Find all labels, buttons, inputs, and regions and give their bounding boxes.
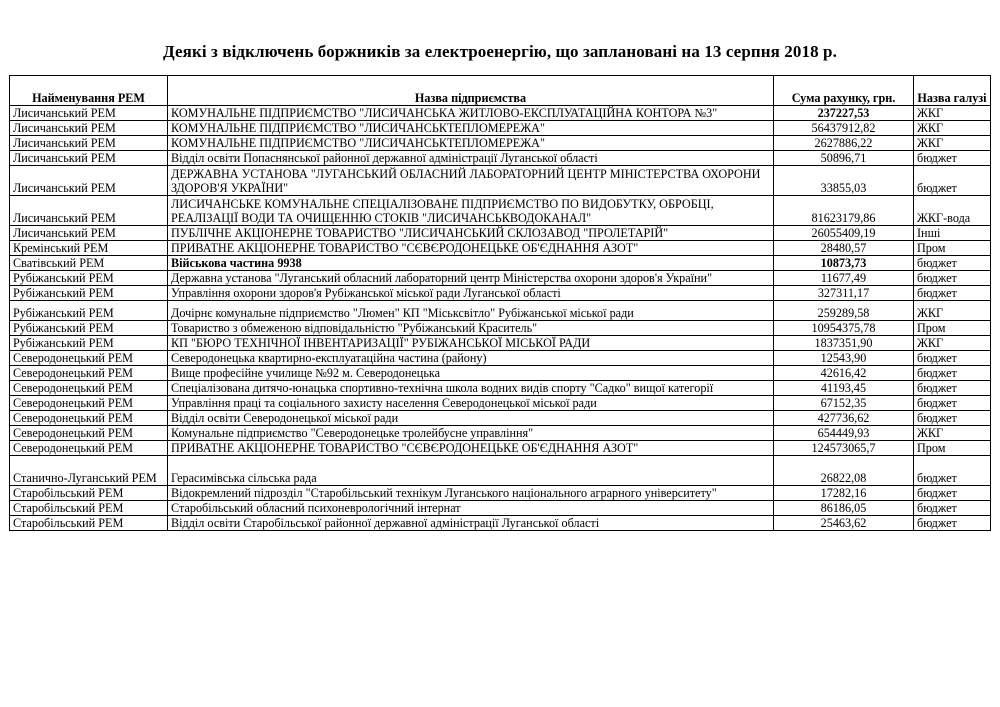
sum-cell: 1837351,90 [774,336,914,351]
org-cell: КОМУНАЛЬНЕ ПІДПРИЄМСТВО "ЛИСИЧАНСЬКТЕПЛОМЕРЕЖА" [168,121,774,136]
table-row [10,396,991,411]
org-cell: Комунальне підприємство "Северодонецьке тролейбусне управління" [168,426,774,441]
table-row [10,256,991,271]
rem-cell: Лисичанський РЕМ [10,121,168,136]
sum-cell: 259289,58 [774,301,914,321]
header-industry: Назва галузі [914,76,991,106]
org-cell: ЛИСИЧАНСЬКЕ КОМУНАЛЬНЕ СПЕЦІАЛІЗОВАНЕ ПІДПРИЄМСТВО ПО ВИДОБУТКУ, ОБРОБЦІ, РЕАЛІЗАЦІЇ ВОДИ ТА ОЧИЩЕННЮ СТОКІВ "ЛИСИЧАНСЬКВОДОКАНАЛ" [168,196,774,226]
sum-cell: 12543,90 [774,351,914,366]
industry-cell: бюджет [914,516,991,531]
sum-cell: 11677,49 [774,271,914,286]
table-row [10,366,991,381]
sum-cell: 42616,42 [774,366,914,381]
debtors-table [9,75,991,531]
table-row [10,321,991,336]
sum-cell: 10954375,78 [774,321,914,336]
sum-cell: 28480,57 [774,241,914,256]
sum-cell: 26055409,19 [774,226,914,241]
org-cell: Спеціалізована дитячо-юнацька спортивно-технічна школа водних видів спорту "Садко" вищої категорії [168,381,774,396]
industry-cell: ЖКГ [914,121,991,136]
sum-cell: 50896,71 [774,151,914,166]
org-cell: Державна установа "Луганський обласний лабораторний центр Міністерства охорони здоров'я України" [168,271,774,286]
sum-cell: 10873,73 [774,256,914,271]
table-row [10,336,991,351]
rem-cell: Лисичанський РЕМ [10,226,168,241]
rem-cell: Рубіжанський РЕМ [10,301,168,321]
table-row [10,456,991,486]
table-header-row [10,76,991,106]
sum-cell: 237227,53 [774,106,914,121]
org-cell: Відділ освіти Попаснянської районної державної адміністрації Луганської області [168,151,774,166]
industry-cell: бюджет [914,381,991,396]
org-cell: Вище професійне училище №92 м. Северодонецька [168,366,774,381]
industry-cell: Інші [914,226,991,241]
industry-cell: бюджет [914,166,991,196]
industry-cell: бюджет [914,151,991,166]
sum-cell: 654449,93 [774,426,914,441]
org-cell: Військова частина 9938 [168,256,774,271]
org-cell: КП "БЮРО ТЕХНІЧНОЇ ІНВЕНТАРИЗАЦІЇ" РУБІЖАНСЬКОЇ МІСЬКОЇ РАДИ [168,336,774,351]
industry-cell: бюджет [914,351,991,366]
industry-cell: бюджет [914,366,991,381]
industry-cell: бюджет [914,411,991,426]
rem-cell: Сватівський РЕМ [10,256,168,271]
rem-cell: Старобільський РЕМ [10,516,168,531]
industry-cell: Пром [914,241,991,256]
industry-cell: Пром [914,321,991,336]
table-row [10,136,991,151]
org-cell: Северодонецька квартирно-експлуатаційна частина (району) [168,351,774,366]
table-row [10,441,991,456]
sum-cell: 41193,45 [774,381,914,396]
rem-cell: Северодонецький РЕМ [10,441,168,456]
table-row [10,501,991,516]
org-cell: ПРИВАТНЕ АКЦІОНЕРНЕ ТОВАРИСТВО "СЄВЄРОДОНЕЦЬКЕ ОБ'ЄДНАННЯ АЗОТ" [168,241,774,256]
table-row [10,426,991,441]
table-row [10,381,991,396]
sum-cell: 86186,05 [774,501,914,516]
rem-cell: Северодонецький РЕМ [10,411,168,426]
rem-cell: Старобільський РЕМ [10,486,168,501]
rem-cell: Лисичанський РЕМ [10,106,168,121]
industry-cell: бюджет [914,501,991,516]
sum-cell: 427736,62 [774,411,914,426]
industry-cell: бюджет [914,486,991,501]
sum-cell: 124573065,7 [774,441,914,456]
org-cell: ДЕРЖАВНА УСТАНОВА "ЛУГАНСЬКИЙ ОБЛАСНИЙ ЛАБОРАТОРНИЙ ЦЕНТР МІНІСТЕРСТВА ОХОРОНИ ЗДОРОВ'Я УКРАЇНИ" [168,166,774,196]
table-row [10,241,991,256]
table-row [10,226,991,241]
rem-cell: Кремінський РЕМ [10,241,168,256]
sum-cell: 327311,17 [774,286,914,301]
org-cell: ПРИВАТНЕ АКЦІОНЕРНЕ ТОВАРИСТВО "СЄВЄРОДОНЕЦЬКЕ ОБ'ЄДНАННЯ АЗОТ" [168,441,774,456]
industry-cell: бюджет [914,286,991,301]
industry-cell: бюджет [914,396,991,411]
sum-cell: 81623179,86 [774,196,914,226]
rem-cell: Станично-Луганський РЕМ [10,456,168,486]
org-cell: Старобільський обласний психоневрологічний інтернат [168,501,774,516]
table-body [10,106,991,531]
industry-cell: бюджет [914,271,991,286]
sum-cell: 17282,16 [774,486,914,501]
table-row [10,516,991,531]
table-row [10,166,991,196]
industry-cell: Пром [914,441,991,456]
header-org: Назва підприємства [168,76,774,106]
industry-cell: ЖКГ [914,426,991,441]
rem-cell: Лисичанський РЕМ [10,136,168,151]
industry-cell: ЖКГ-вода [914,196,991,226]
org-cell: Відділ освіти Старобільської районної державної адміністрації Луганської області [168,516,774,531]
rem-cell: Северодонецький РЕМ [10,396,168,411]
table-row [10,301,991,321]
table-row [10,286,991,301]
rem-cell: Рубіжанський РЕМ [10,336,168,351]
header-sum: Сума рахунку, грн. [774,76,914,106]
industry-cell: ЖКГ [914,136,991,151]
sum-cell: 25463,62 [774,516,914,531]
rem-cell: Северодонецький РЕМ [10,351,168,366]
table-row [10,486,991,501]
sum-cell: 33855,03 [774,166,914,196]
sum-cell: 2627886,22 [774,136,914,151]
table-row [10,411,991,426]
table-row [10,351,991,366]
page-title: Деякі з відключень боржників за електроенергію, що заплановані на 13 серпня 2018 р. [163,42,837,61]
org-cell: Відокремлений підрозділ "Старобільський технікум Луганського національного аграрного університету" [168,486,774,501]
org-cell: Відділ освіти Северодонецької міської ради [168,411,774,426]
org-cell: КОМУНАЛЬНЕ ПІДПРИЄМСТВО "ЛИСИЧАНСЬКА ЖИТЛОВО-ЕКСПЛУАТАЦІЙНА КОНТОРА №3" [168,106,774,121]
rem-cell: Лисичанський РЕМ [10,196,168,226]
rem-cell: Лисичанський РЕМ [10,166,168,196]
rem-cell: Лисичанський РЕМ [10,151,168,166]
org-cell: ПУБЛІЧНЕ АКЦІОНЕРНЕ ТОВАРИСТВО "ЛИСИЧАНСЬКИЙ СКЛОЗАВОД "ПРОЛЕТАРІЙ" [168,226,774,241]
rem-cell: Северодонецький РЕМ [10,381,168,396]
industry-cell: бюджет [914,256,991,271]
org-cell: Управління праці та соціального захисту населення Северодонецької міської ради [168,396,774,411]
industry-cell: ЖКГ [914,336,991,351]
org-cell: Управління охорони здоров'я Рубіжанської міської ради Луганської області [168,286,774,301]
industry-cell: ЖКГ [914,301,991,321]
rem-cell: Северодонецький РЕМ [10,426,168,441]
header-rem: Найменування РЕМ [10,76,168,106]
table-row [10,151,991,166]
rem-cell: Северодонецький РЕМ [10,366,168,381]
rem-cell: Рубіжанський РЕМ [10,321,168,336]
sum-cell: 56437912,82 [774,121,914,136]
org-cell: КОМУНАЛЬНЕ ПІДПРИЄМСТВО "ЛИСИЧАНСЬКТЕПЛОМЕРЕЖА" [168,136,774,151]
table-row [10,106,991,121]
industry-cell: бюджет [914,456,991,486]
rem-cell: Рубіжанський РЕМ [10,286,168,301]
org-cell: Дочірнє комунальне підприємство "Люмен" КП "Міськсвітло" Рубіжанської міської ради [168,301,774,321]
org-cell: Товариство з обмеженою відповідальністю "Рубіжанський Краситель" [168,321,774,336]
org-cell: Герасимівська сільська рада [168,456,774,486]
table-row [10,196,991,226]
rem-cell: Рубіжанський РЕМ [10,271,168,286]
sum-cell: 67152,35 [774,396,914,411]
table-row [10,271,991,286]
sum-cell: 26822,08 [774,456,914,486]
industry-cell: ЖКГ [914,106,991,121]
table-row [10,121,991,136]
rem-cell: Старобільський РЕМ [10,501,168,516]
